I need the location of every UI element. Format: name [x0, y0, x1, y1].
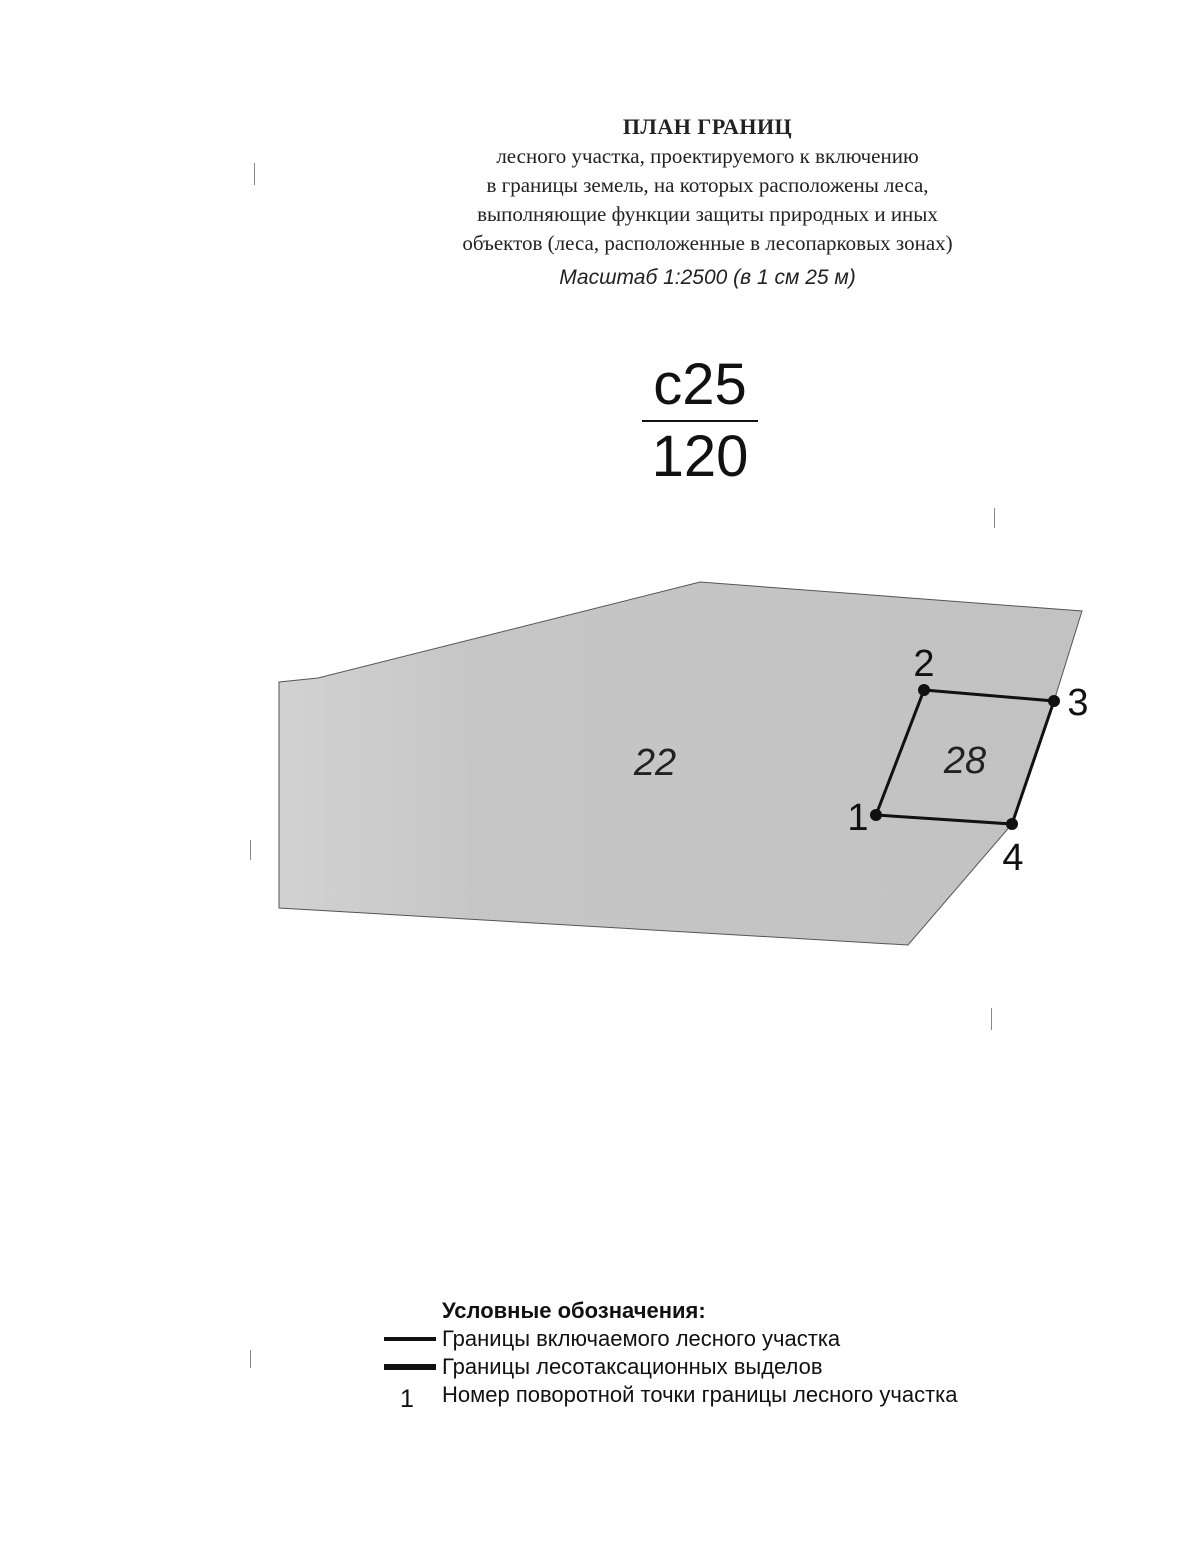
- point-label-1: 1: [847, 797, 869, 839]
- legend-item-plot-boundary: [380, 1325, 1080, 1353]
- legend-title: Условные обозначения:: [442, 1298, 706, 1323]
- quarter-numerator: с25: [653, 352, 747, 417]
- allotment-label-28: 28: [943, 740, 987, 782]
- title-line-3: выполняющие функции защиты природных и иных: [477, 202, 938, 226]
- legend-item-allotment-boundary: [380, 1353, 1080, 1381]
- allotment-boundary-line-icon: [380, 1353, 436, 1381]
- allotment-label-22: 22: [633, 742, 677, 784]
- title-line-4: объектов (леса, расположенные в лесопарковых зонах): [462, 231, 953, 255]
- point-label-4: 4: [1002, 837, 1024, 879]
- title-line-2: в границы земель, на которых расположены леса,: [486, 173, 929, 197]
- title-line-1: лесного участка, проектируемого к включению: [496, 144, 919, 168]
- turning-point-1-marker: [870, 809, 882, 821]
- legend-item-label: Границы включаемого лесного участка: [442, 1326, 841, 1351]
- point-number-sample: 1: [400, 1385, 414, 1413]
- point-label-3: 3: [1067, 682, 1089, 724]
- turning-point-3-marker: [1048, 695, 1060, 707]
- quarter-denominator: 120: [651, 424, 749, 489]
- plot-boundary-line-icon: [380, 1325, 436, 1353]
- turning-point-2-marker: [918, 684, 930, 696]
- legend-item-label: Границы лесотаксационных выделов: [442, 1354, 823, 1379]
- turning-point-number-sample: [380, 1381, 436, 1413]
- point-label-2: 2: [913, 643, 935, 685]
- legend-item-label: Номер поворотной точки границы лесного участка: [442, 1382, 958, 1407]
- plan-title: ПЛАН ГРАНИЦ: [622, 114, 793, 139]
- turning-point-4-marker: [1006, 818, 1018, 830]
- scale-label: Масштаб 1:2500 (в 1 см 25 м): [559, 266, 856, 289]
- legend: [380, 1297, 1080, 1413]
- legend-item-turning-point: [380, 1381, 1080, 1413]
